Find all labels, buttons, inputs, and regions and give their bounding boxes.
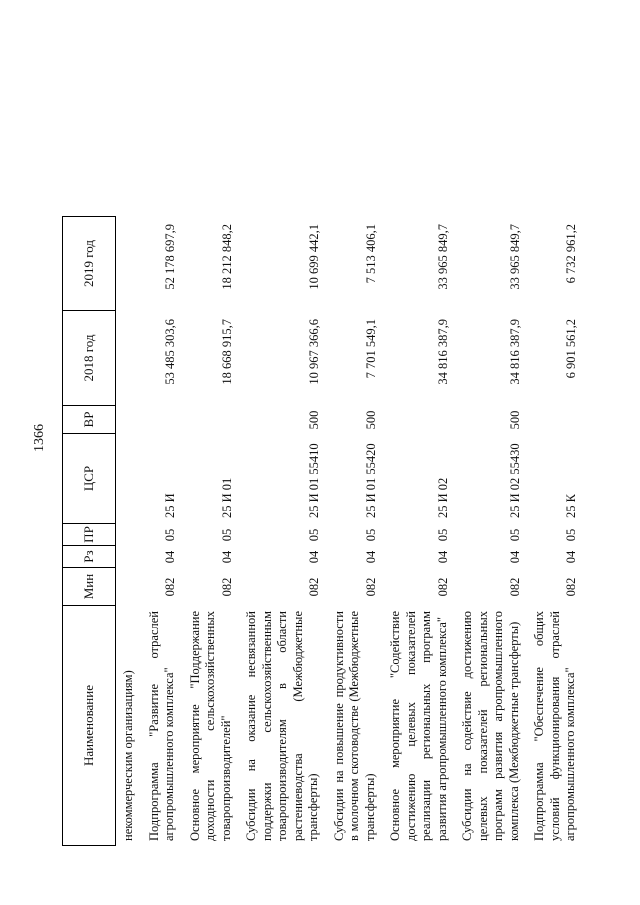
table-cell-rz: 04 [307, 550, 321, 564]
table-cell-rz: 04 [507, 550, 522, 564]
table-row-name: Основное мероприятие "Содействие достижению целевых показателей реализации региональных программ развития агропромышленного комплекса" [388, 611, 449, 841]
table-cell-empty [115, 434, 142, 524]
table-cell-2019: 52 178 697,9 [163, 224, 177, 290]
budget-table [62, 60, 602, 846]
table-cell-empty [115, 568, 142, 606]
header-csr: ЦСР [62, 434, 115, 524]
table-cell-csr: 25 И 02 [435, 477, 450, 518]
table-row-name: Субсидии на оказание несвязанной поддержки сельскохозяйственным товаропроизводителям в области растениеводства (Межбюджетные трансферты) [244, 611, 320, 841]
table-cell-vr [142, 406, 183, 434]
table-cell-csr: 25 И 01 [219, 477, 234, 518]
table-cell-vr [383, 406, 455, 434]
table-cell-csr: 25 И [163, 493, 177, 518]
table-cell-pr: 05 [219, 528, 234, 542]
table-cell-2019: 6 732 961,2 [564, 224, 578, 284]
table-cell-empty [115, 216, 142, 311]
table-cell-2019: 33 965 849,7 [507, 224, 522, 290]
table-row-name: Основное мероприятие "Поддержание доходности сельскохозяйственных товаропроизводителей" [187, 611, 233, 841]
table-cell-empty [115, 406, 142, 434]
table-cell-vr [183, 406, 240, 434]
table-row-name: некоммерческим организациям) [115, 606, 142, 846]
table-cell-min: 082 [219, 577, 234, 597]
table-row-name: Подпрограмма "Обеспечение общих условий функционирования отраслей агропромышленного комплекса" [532, 611, 577, 841]
table-cell-vr: 500 [507, 410, 522, 430]
table-cell-rz: 04 [219, 550, 234, 564]
table-cell-pr: 05 [363, 528, 378, 542]
table-cell-pr: 05 [163, 528, 177, 542]
table-cell-2018: 7 701 549,1 [363, 319, 378, 379]
table-grid [62, 60, 584, 846]
table-cell-min: 082 [307, 577, 321, 597]
header-rz: Рз [62, 546, 115, 568]
table-cell-2018: 18 668 915,7 [219, 319, 234, 385]
header-vr: ВР [62, 406, 115, 434]
table-cell-pr: 05 [564, 528, 578, 542]
table-cell-pr: 05 [435, 528, 450, 542]
table-cell-vr: 500 [363, 410, 378, 430]
table-cell-2019: 7 513 406,1 [363, 224, 378, 284]
table-cell-2018: 34 816 387,9 [435, 319, 450, 385]
table-cell-min: 082 [435, 577, 450, 597]
table-cell-min: 082 [507, 577, 522, 597]
table-cell-2019: 33 965 849,7 [435, 224, 450, 290]
table-cell-rz: 04 [163, 550, 177, 564]
header-2019: 2019 год [62, 216, 115, 311]
table-cell-csr: 25 И 01 55420 [363, 443, 378, 518]
header-min: Мин [62, 568, 115, 606]
table-row-name: Субсидии на повышение продуктивности в молочном скотоводстве (Межбюджетные трансферты) [331, 611, 377, 841]
table-cell-min: 082 [163, 577, 177, 597]
table-cell-min: 082 [363, 577, 378, 597]
table-row-name: Подпрограмма "Развитие отраслей агропромышленного комплекса" [146, 611, 176, 841]
table-cell-2019: 10 699 442,1 [307, 224, 321, 290]
table-cell-rz: 04 [564, 550, 578, 564]
table-cell-2019: 18 212 848,2 [219, 224, 234, 290]
table-cell-empty [115, 546, 142, 568]
table-cell-pr: 05 [307, 528, 321, 542]
header-name: Наименование [62, 606, 115, 846]
header-2018: 2018 год [62, 311, 115, 406]
table-cell-2018: 34 816 387,9 [507, 319, 522, 385]
table-cell-csr: 25 К [564, 494, 578, 518]
table-cell-pr: 05 [507, 528, 522, 542]
table-cell-rz: 04 [435, 550, 450, 564]
table-cell-empty [115, 524, 142, 546]
table-cell-2018: 10 967 366,6 [307, 319, 321, 385]
table-cell-min: 082 [564, 577, 578, 597]
table-cell-vr [527, 406, 584, 434]
table-cell-csr: 25 И 02 55430 [507, 443, 522, 518]
page-number: 1366 [32, 424, 47, 452]
table-cell-2018: 53 485 303,6 [163, 319, 177, 385]
header-pr: ПР [62, 524, 115, 546]
table-cell-vr: 500 [307, 410, 321, 430]
table-cell-rz: 04 [363, 550, 378, 564]
table-cell-empty [115, 311, 142, 406]
table-cell-csr: 25 И 01 55410 [307, 443, 321, 518]
table-row-name: Субсидии на содействие достижению целевых показателей региональных программ развития агропромышленного комплекса (Межбюджетные трансферты) [460, 611, 521, 841]
table-cell-2018: 6 901 561,2 [564, 319, 578, 379]
